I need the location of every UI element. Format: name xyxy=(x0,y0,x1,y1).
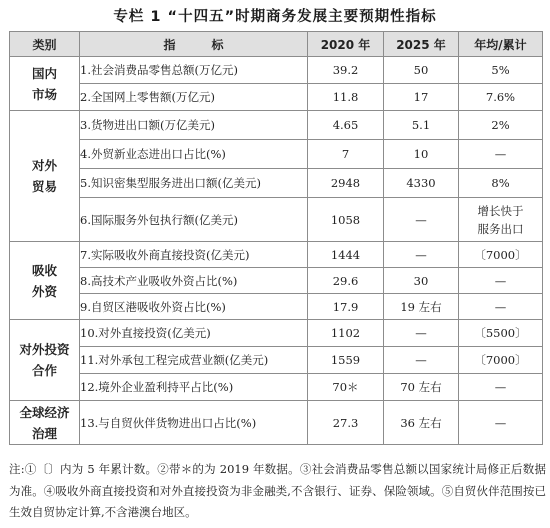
indicator-cell: 6.国际服务外包执行额(亿美元) xyxy=(80,198,308,242)
rate-cell: — xyxy=(459,374,543,401)
table-notes: 注:①〔〕内为 5 年累计数。②带＊的为 2019 年数据。③社会消费品零售总额以国家统计局修正后数据为准。④吸收外商直接投资和对外直接投资为非金融类,不含银行、证券、保险领域。⑤自贸伙伴范围按已生效自贸协定计算,不含港澳台地区。 xyxy=(9,462,546,519)
table-row xyxy=(10,401,543,445)
rate-cell: 2% xyxy=(459,111,543,140)
rate-cell: 7.6% xyxy=(459,84,543,111)
indicator-cell: 8.高技术产业吸收外资占比(%) xyxy=(80,268,308,294)
header-category: 类别 xyxy=(10,32,80,57)
indicators-table xyxy=(9,31,543,445)
table-row xyxy=(10,140,543,169)
value-2020: 7 xyxy=(308,140,384,169)
table-row xyxy=(10,242,543,268)
value-2025: 17 xyxy=(384,84,459,111)
value-2025: 10 xyxy=(384,140,459,169)
value-2025: 36 左右 xyxy=(384,401,459,445)
value-2025: 50 xyxy=(384,57,459,84)
header-rate: 年均/累计 xyxy=(459,32,543,57)
value-2025: 70 左右 xyxy=(384,374,459,401)
category-domestic-market: 国内 市场 xyxy=(10,57,80,111)
rate-cell: 〔7000〕 xyxy=(459,242,543,268)
header-2020: 2020 年 xyxy=(308,32,384,57)
value-2025: — xyxy=(384,347,459,374)
value-2020: 39.2 xyxy=(308,57,384,84)
value-2025: 5.1 xyxy=(384,111,459,140)
indicator-cell: 2.全国网上零售额(万亿元) xyxy=(80,84,308,111)
value-2020: 2948 xyxy=(308,169,384,198)
indicator-cell: 7.实际吸收外商直接投资(亿美元) xyxy=(80,242,308,268)
value-2025: 4330 xyxy=(384,169,459,198)
rate-cell: 5% xyxy=(459,57,543,84)
indicator-cell: 1.社会消费品零售总额(万亿元) xyxy=(80,57,308,84)
table-row xyxy=(10,198,543,242)
table-row xyxy=(10,294,543,320)
rate-cell: — xyxy=(459,268,543,294)
indicator-cell: 3.货物进出口额(万亿美元) xyxy=(80,111,308,140)
rate-cell: — xyxy=(459,401,543,445)
value-2020: 11.8 xyxy=(308,84,384,111)
rate-cell: 增长快于 服务出口 xyxy=(459,198,543,242)
value-2020: 4.65 xyxy=(308,111,384,140)
value-2025: 30 xyxy=(384,268,459,294)
rate-cell: — xyxy=(459,140,543,169)
indicator-cell: 12.境外企业盈利持平占比(%) xyxy=(80,374,308,401)
category-foreign-trade: 对外 贸易 xyxy=(10,111,80,242)
value-2025: — xyxy=(384,198,459,242)
rate-cell: — xyxy=(459,294,543,320)
value-2020: 17.9 xyxy=(308,294,384,320)
value-2020: 27.3 xyxy=(308,401,384,445)
header-2025: 2025 年 xyxy=(384,32,459,57)
category-outbound-investment: 对外投资 合作 xyxy=(10,320,80,401)
table-row xyxy=(10,111,543,140)
table-row xyxy=(10,268,543,294)
rate-cell: 〔7000〕 xyxy=(459,347,543,374)
value-2025: — xyxy=(384,242,459,268)
table-row xyxy=(10,320,543,347)
table-row xyxy=(10,374,543,401)
value-2020: 1559 xyxy=(308,347,384,374)
indicator-cell: 5.知识密集型服务进出口额(亿美元) xyxy=(80,169,308,198)
value-2020: 1102 xyxy=(308,320,384,347)
value-2020: 70＊ xyxy=(308,374,384,401)
rate-cell: 8% xyxy=(459,169,543,198)
value-2020: 1444 xyxy=(308,242,384,268)
table-row xyxy=(10,347,543,374)
indicator-cell: 9.自贸区港吸收外资占比(%) xyxy=(80,294,308,320)
value-2025: — xyxy=(384,320,459,347)
rate-cell: 〔5500〕 xyxy=(459,320,543,347)
category-foreign-investment: 吸收 外资 xyxy=(10,242,80,320)
indicator-cell: 4.外贸新业态进出口占比(%) xyxy=(80,140,308,169)
value-2020: 29.6 xyxy=(308,268,384,294)
table-row xyxy=(10,84,543,111)
table-row xyxy=(10,169,543,198)
table-header-row xyxy=(10,32,543,57)
indicator-cell: 10.对外直接投资(亿美元) xyxy=(80,320,308,347)
indicator-cell: 11.对外承包工程完成营业额(亿美元) xyxy=(80,347,308,374)
header-indicator: 指 标 xyxy=(80,32,308,57)
value-2020: 1058 xyxy=(308,198,384,242)
table-row xyxy=(10,57,543,84)
table-title: 专栏 1 “十四五”时期商务发展主要预期性指标 xyxy=(113,8,437,25)
value-2025: 19 左右 xyxy=(384,294,459,320)
indicator-cell: 13.与自贸伙伴货物进出口占比(%) xyxy=(80,401,308,445)
category-global-governance: 全球经济 治理 xyxy=(10,401,80,445)
